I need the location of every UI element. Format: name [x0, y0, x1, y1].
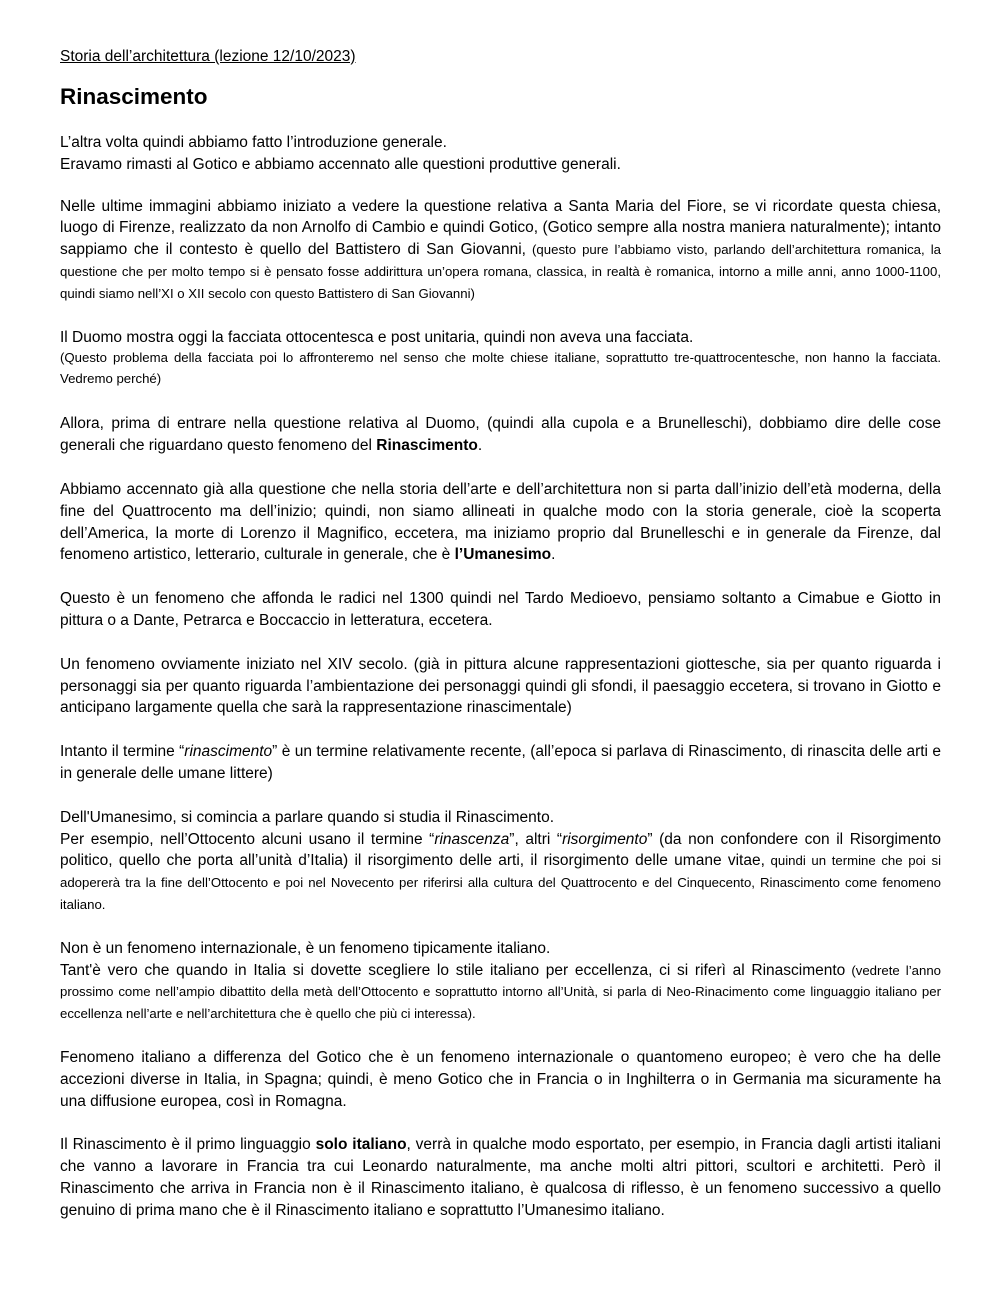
paragraph-5-bold: l’Umanesimo	[454, 546, 552, 564]
paragraph-12	[60, 1134, 941, 1221]
paragraph-9-italic-1: rinascenza	[434, 830, 510, 848]
paragraph-10-aside: (vedrete l’anno prossimo come nell’ampio dibattito della metà dell’Ottocento e soprattutto intorno all’Unità, si parla di Neo-Rinacimento come linguaggio italiano per eccellenza nell’arte e nell’architettura che è quello che più ci interessa).	[60, 962, 941, 1022]
paragraph-1-line-2: Eravamo rimasti al Gotico e abbiamo accennato alle questioni produttive generali.	[60, 155, 621, 173]
paragraph-5	[60, 479, 941, 566]
paragraph-2-text: Nelle ultime immagini abbiamo iniziato a vedere la questione relativa a Santa Maria del Fiore, se vi ricordate questa chiesa, luogo di Firenze, realizzato da non Arnolfo di Cambio e quindi Gotico, (Gotico sempre alla nostra maniera naturalmente); intanto sappiamo che il contesto è quello del Battistero di San Giovanni,	[60, 197, 941, 259]
paragraph-8	[60, 741, 941, 785]
paragraph-5-text: Abbiamo accennato già alla questione che nella storia dell’arte e dell’architettura non si parta dall’inizio dell’età moderna, della fine del Quattrocento ma dell’inizio; quindi, non siamo allineati in qualche modo con la storia generale, cioè la scoperta dell’America, la morte di Lorenzo il Magnifico, eccetera, ma iniziamo proprio dal Brunelleschi e in generale da Firenze, dal fenomeno artistico, letterario, culturale in generale, che è	[60, 480, 941, 564]
paragraph-8-italic: rinascimento	[184, 743, 273, 761]
paragraph-9-aside: quindi un termine che poi si adopererà tra la fine dell’Ottocento e poi nel Novecento per riferirsi alla cultura del Quattrocento e del Cinquecento, Rinascimento come fenomeno italiano.	[60, 853, 941, 912]
paragraph-12-bold: solo italiano	[315, 1136, 407, 1154]
document-page	[60, 46, 941, 1243]
paragraph-1-line-1: L’altra volta quindi abbiamo fatto l’introduzione generale.	[60, 134, 447, 151]
paragraph-9-text-a: Per esempio, nell’Ottocento alcuni usano il termine “	[60, 830, 435, 848]
paragraph-2-aside: (questo pure l’abbiamo visto, parlando dell’architettura romanica, la questione che per molto tempo si è pensato fosse addirittura un’opera romana, classica, in realtà è romanica, intorno a mille anni, anno 1000-1100, quindi siamo nell’XI o XII secolo con questo Battistero di San Giovanni)	[60, 242, 941, 301]
paragraph-4-bold: Rinascimento	[376, 437, 478, 455]
page-title: Rinascimento	[60, 84, 208, 109]
paragraph-12-end: , verrà in qualche modo esportato, per esempio, in Francia dagli artisti italiani che vanno a lavorare in Francia tra cui Leonardo naturalmente, ma anche molti altri pittori, scultori e architetti. Però il Rinascimento che arriva in Francia non è il Rinascimento italiano, è qualcosa di riflesso, è un fenomeno successivo a quello genuino di prima mano che è il Rinascimento italiano e soprattutto l’Umanesimo italiano.	[60, 1136, 941, 1219]
paragraph-11: Fenomeno italiano a differenza del Gotico che è un fenomeno internazionale o quantomeno europeo; è vero che ha delle accezioni diverse in Italia, in Spagna; quindi, è meno Gotico che in Francia o in Inghilterra o in Germania ma sicuramente ha una diffusione europea, così in Romagna.	[60, 1048, 941, 1110]
paragraph-9-text-c: ” (da non confondere con il Risorgimento politico, quello che porta all’unità d’Italia) il risorgimento delle arti, il risorgimento delle umane vitae,	[60, 830, 942, 870]
lecture-header: Storia dell’architettura (lezione 12/10/2023)	[60, 48, 356, 65]
paragraph-4-end: .	[477, 437, 483, 455]
paragraph-1	[60, 132, 941, 176]
paragraph-2	[60, 196, 941, 305]
paragraph-12-text: Il Rinascimento è il primo linguaggio	[60, 1136, 316, 1154]
paragraph-10	[60, 938, 941, 1025]
paragraph-3	[60, 327, 941, 390]
paragraph-9	[60, 807, 941, 916]
paragraph-3-text: Il Duomo mostra oggi la facciata ottocentesca e post unitaria, quindi non aveva una facciata.	[60, 328, 694, 346]
paragraph-7: Un fenomeno ovviamente iniziato nel XIV secolo. (già in pittura alcune rappresentazioni giottesche, sia per quanto riguarda i personaggi sia per quanto riguarda l’ambientazione dei personaggi quindi gli sfondi, il paesaggio eccetera, si trovano in Giotto e anticipano largamente quella che sarà la rappresentazione rinascimentale)	[60, 655, 941, 717]
paragraph-4-text: Allora, prima di entrare nella questione relativa al Duomo, (quindi alla cupola e a Brunelleschi), dobbiamo dire delle cose generali che riguardano questo fenomeno del	[60, 415, 941, 455]
paragraph-9-line-1: Dell'Umanesimo, si comincia a parlare quando si studia il Rinascimento.	[60, 808, 555, 826]
paragraph-4	[60, 413, 941, 457]
paragraph-9-text-b: ”, altri “	[509, 830, 563, 848]
paragraph-8-end: ” è un termine relativamente recente, (all’epoca si parlava di Rinascimento, di rinascita delle arti e in generale delle umane littere)	[60, 743, 941, 782]
paragraph-5-end: .	[551, 546, 556, 564]
paragraph-10-line-1: Non è un fenomeno internazionale, è un fenomeno tipicamente italiano.	[60, 939, 551, 957]
paragraph-9-italic-2: risorgimento	[562, 830, 648, 848]
paragraph-3-aside: (Questo problema della facciata poi lo affronteremo nel senso che molte chiese italiane, soprattutto tre-quattrocentesche, non hanno la facciata. Vedremo perché)	[60, 350, 941, 386]
paragraph-6: Questo è un fenomeno che affonda le radici nel 1300 quindi nel Tardo Medioevo, pensiamo soltanto a Cimabue e Giotto in pittura o a Dante, Petrarca e Boccaccio in letteratura, eccetera.	[60, 590, 941, 629]
paragraph-8-text: Intanto il termine “	[60, 743, 185, 761]
paragraph-10-text: Tant'è vero che quando in Italia si dovette scegliere lo stile italiano per eccellenza, ci si riferì al Rinascimento	[60, 961, 846, 979]
